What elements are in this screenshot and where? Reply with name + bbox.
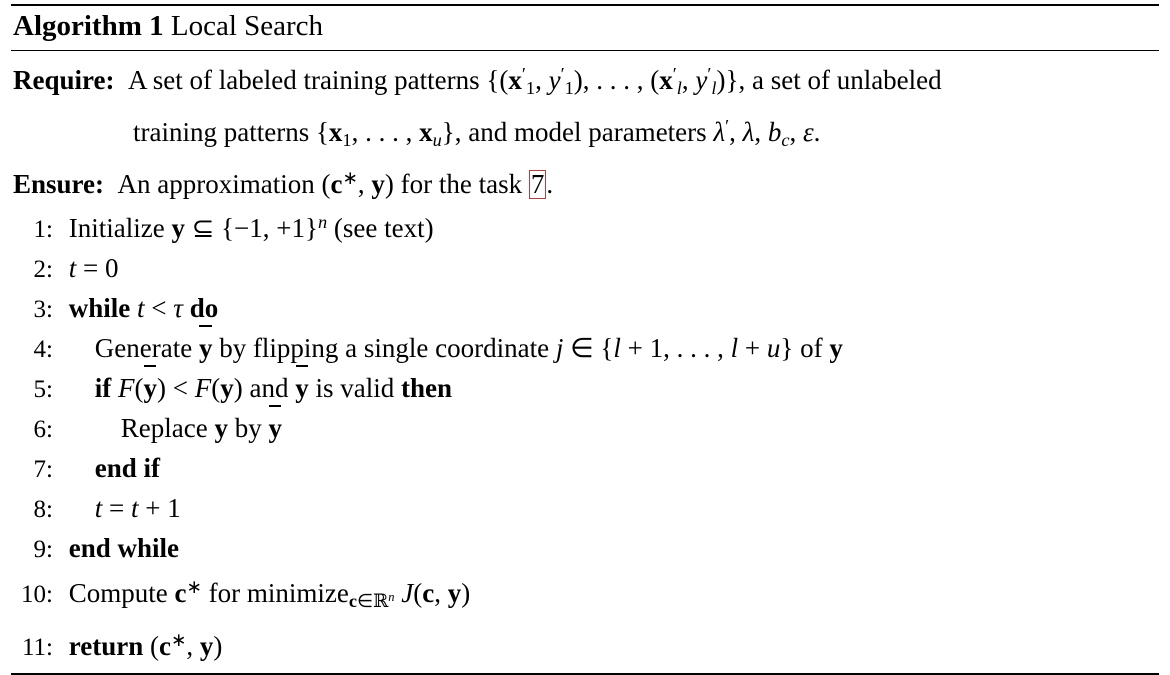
equation-reference-link[interactable]: 7 — [530, 168, 545, 199]
line-content: end if — [94, 452, 161, 483]
ensure-label: Ensure: — [13, 168, 105, 199]
algorithm-caption-label: Algorithm 1 — [13, 10, 164, 42]
algorithm-block — [11, 0, 1159, 675]
ensure-line — [11, 159, 1159, 203]
require-line-2 — [11, 107, 1159, 159]
algorithm-line-8 — [11, 489, 1159, 529]
algorithm-line-4 — [11, 329, 1159, 369]
line-content: while t < τ do — [68, 292, 219, 323]
line-content: Compute c∗ for minimize$_{c\in ℝ^n}$ J(c, y) — [68, 577, 471, 613]
line-number: 9: — [33, 535, 53, 563]
keyword-while: while — [68, 292, 131, 323]
line-content: return (c∗, y) — [68, 630, 223, 662]
algorithm-line-7 — [11, 449, 1159, 489]
ensure-period: . — [546, 168, 554, 199]
algorithm-name: Local Search — [170, 10, 324, 42]
line-number: 11: — [21, 634, 53, 662]
line-number: 7: — [33, 455, 53, 483]
algorithm-title — [11, 6, 1159, 50]
algorithm-line-9 — [11, 529, 1159, 569]
line-content: end while — [68, 532, 180, 563]
line-number: 3: — [33, 295, 53, 323]
require-line-1 — [11, 55, 1159, 107]
keyword-if: if — [94, 372, 112, 403]
require-label: Require: — [13, 64, 115, 95]
line-content: Generate y by flipping a single coordinate j ∈ {l + 1, . . . , l + u} of y — [95, 329, 843, 367]
keyword-then: then — [400, 372, 452, 403]
line-number: 1: — [33, 215, 53, 243]
algorithm-line-2 — [11, 249, 1159, 289]
algorithm-line-5 — [11, 369, 1159, 409]
ensure-text: An approximation (c∗, y) for the task — [110, 167, 529, 199]
line-content: t = 0 — [68, 252, 119, 283]
line-number: 5: — [33, 375, 53, 403]
line-number: 8: — [33, 495, 53, 523]
algorithm-line-3 — [11, 289, 1159, 329]
keyword-do: do — [189, 292, 219, 323]
algorithm-body — [11, 51, 1159, 673]
line-content: Replace y by y — [121, 409, 282, 447]
algorithm-line-11 — [11, 621, 1159, 667]
algorithm-line-6 — [11, 409, 1159, 449]
require-text-1: A set of labeled training patterns {($x'_1$, $y'_1$), . . . , ($x'_l$, $y'_l$)}, a set of unlabeled — [121, 64, 942, 98]
line-content: t = t + 1 — [94, 492, 181, 523]
line-number: 4: — [33, 335, 53, 363]
algorithm-line-10 — [11, 569, 1159, 622]
algorithm-line-1 — [11, 203, 1159, 249]
line-content: Initialize y ⊆ {−1, +1}$^n$ (see text) — [68, 211, 434, 243]
line-number: 10: — [21, 581, 53, 609]
keyword-return: return — [68, 631, 144, 662]
require-text-2: training patterns {$x_1$, . . . , $x_u$}, and model parameters λ′, λ, $b_c$, ε. — [133, 115, 821, 150]
line-number: 2: — [33, 255, 53, 283]
line-number: 6: — [33, 415, 53, 443]
line-content: if F(y) < F(y) and y is valid then — [95, 369, 452, 407]
